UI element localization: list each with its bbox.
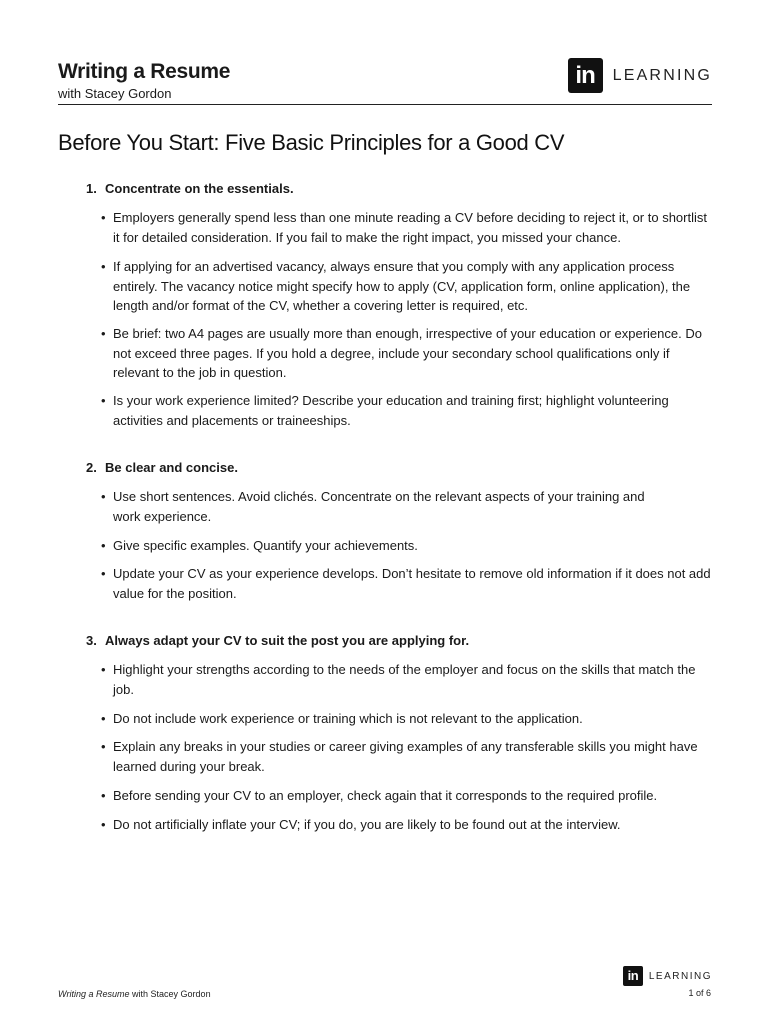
list-item: • Give specific examples. Quantify your achievements. [101,536,713,556]
linkedin-learning-logo [568,58,712,93]
linkedin-icon: in [623,966,643,986]
bullet-icon: • [101,788,106,803]
list-item: • Do not include work experience or training which is not relevant to the application. [101,709,713,729]
principle-number: 2. [86,460,97,475]
footer-course-author: with Stacey Gordon [129,989,211,999]
bullet-icon: • [101,489,106,504]
principle-number: 1. [86,181,97,196]
list-item: • Use short sentences. Avoid clichés. Concentrate on the relevant aspects of your training and work experience. [101,487,661,526]
section-title: Before You Start: Five Basic Principles for a Good CV [58,130,565,155]
document-title: Writing a Resume [58,60,231,83]
footer-course-title: Writing a Resume [58,989,130,999]
bullet-icon: • [101,817,106,832]
page-number: 1 of 6 [688,988,711,998]
list-item: • Be brief: two A4 pages are usually more than enough, irrespective of your education or experience. Do not exceed three pages. If you hold a degree, include your secondary school qualifications only if relevant to the job in question. [101,324,713,383]
list-item: • Employers generally spend less than one minute reading a CV before deciding to reject it, or to shortlist it for detailed consideration. If you fail to make the right impact, you missed your chance. [101,208,713,247]
principle-number: 3. [86,633,97,648]
list-item: • Is your work experience limited? Describe your education and training first; highlight volunteering activities and placements or traineeships. [101,391,713,430]
list-item: • Update your CV as your experience develops. Don’t hesitate to remove old information if it does not add value for the position. [101,564,713,603]
bullet-icon: • [101,259,106,274]
bullet-icon: • [101,538,106,553]
list-item: • Do not artificially inflate your CV; if you do, you are likely to be found out at the interview. [101,815,713,835]
list-item: • Explain any breaks in your studies or career giving examples of any transferable skills you might have learned during your break. [101,737,713,776]
document-header [58,58,712,105]
bullet-icon: • [101,393,106,408]
list-item: • Before sending your CV to an employer, check again that it corresponds to the required profile. [101,786,713,806]
principle-heading-1 [86,181,294,196]
principle-heading-2 [86,460,238,475]
list-item: • Highlight your strengths according to the needs of the employer and focus on the skills that match the job. [101,660,713,699]
footer-course-credit [58,989,211,999]
principle-heading-text: Always adapt your CV to suit the post you are applying for. [105,633,470,648]
principle-heading-text: Be clear and concise. [105,460,238,475]
document-subtitle: with Stacey Gordon [58,86,172,101]
brand-word: LEARNING [612,66,712,84]
bullet-icon: • [101,739,106,754]
footer-logo [623,966,712,986]
linkedin-icon: in [568,58,603,93]
bullet-icon: • [101,662,106,677]
list-item: • If applying for an advertised vacancy, always ensure that you comply with any application process entirely. The vacancy notice might specify how to apply (CV, application form, online application), the length and/or format of the CV, whether a covering letter is required, etc. [101,257,713,316]
bullet-icon: • [101,326,106,341]
bullet-icon: • [101,566,106,581]
principle-heading-text: Concentrate on the essentials. [105,181,294,196]
bullet-icon: • [101,711,106,726]
principle-heading-3 [86,633,469,648]
footer-brand-word: LEARNING [648,970,712,982]
bullet-icon: • [101,210,106,225]
